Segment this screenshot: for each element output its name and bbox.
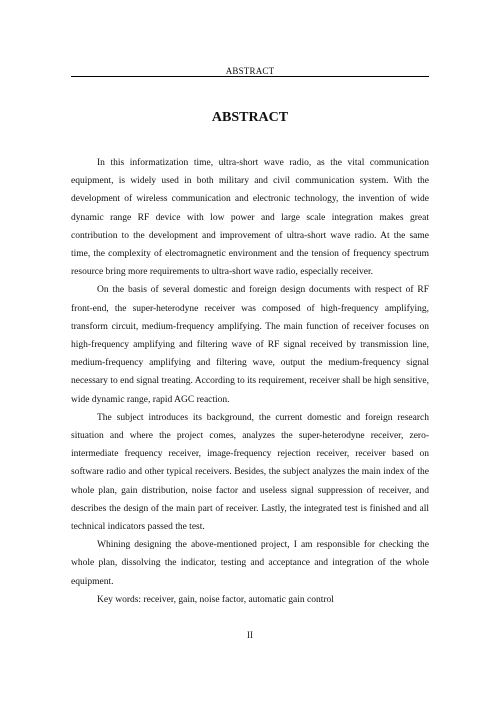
paragraph-1: In this informatization time, ultra-short wave radio, as the vital communication equipment, is widely used in both military and civil communication system. With the development of wireless communication and electronic technology, the invention of wide dynamic range RF device with low power and large scale integration makes great contribution to the development and improvement of ultra-short wave radio. At the same time, the complexity of electromagnetic environment and the tension of frequency spectrum resource bring more requirements to ultra-short wave radio, especially receiver. [71, 158, 429, 278]
abstract-body [71, 154, 429, 609]
running-header: ABSTRACT [225, 66, 275, 76]
header-rule [71, 76, 429, 77]
paragraph-4: Whining designing the above-mentioned project, I am responsible for checking the whole plan, dissolving the indicator, testing and acceptance and integration of the whole equipment. [71, 540, 429, 587]
abstract-title: ABSTRACT [211, 110, 289, 125]
paragraph-2: On the basis of several domestic and foreign design documents with respect of RF front-end, the super-heterodyne receiver was composed of high-frequency amplifying, transform circuit, medium-frequency amplifying. The main function of receiver focuses on high-frequency amplifying and filtering wave of RF signal received by transmission line, medium-frequency amplifying and filtering wave, output the medium-frequency signal necessary to end signal treating. According to its requirement, receiver shall be high sensitive, wide dynamic range, rapid AGC reaction. [71, 285, 429, 405]
page-number: II [247, 630, 253, 640]
keywords-line: Key words: receiver, gain, noise factor, automatic gain control [97, 594, 334, 605]
paragraph-3: The subject introduces its background, the current domestic and foreign research situation and where the project comes, analyzes the super-heterodyne receiver, zero-intermediate frequency receiver, image-frequency rejection receiver, receiver based on software radio and other typical receivers. Besides, the subject analyzes the main index of the whole plan, gain distribution, noise factor and useless signal suppression of receiver, and describes the design of the main part of receiver. Lastly, the integrated test is finished and all technical indicators passed the test. [71, 412, 429, 533]
